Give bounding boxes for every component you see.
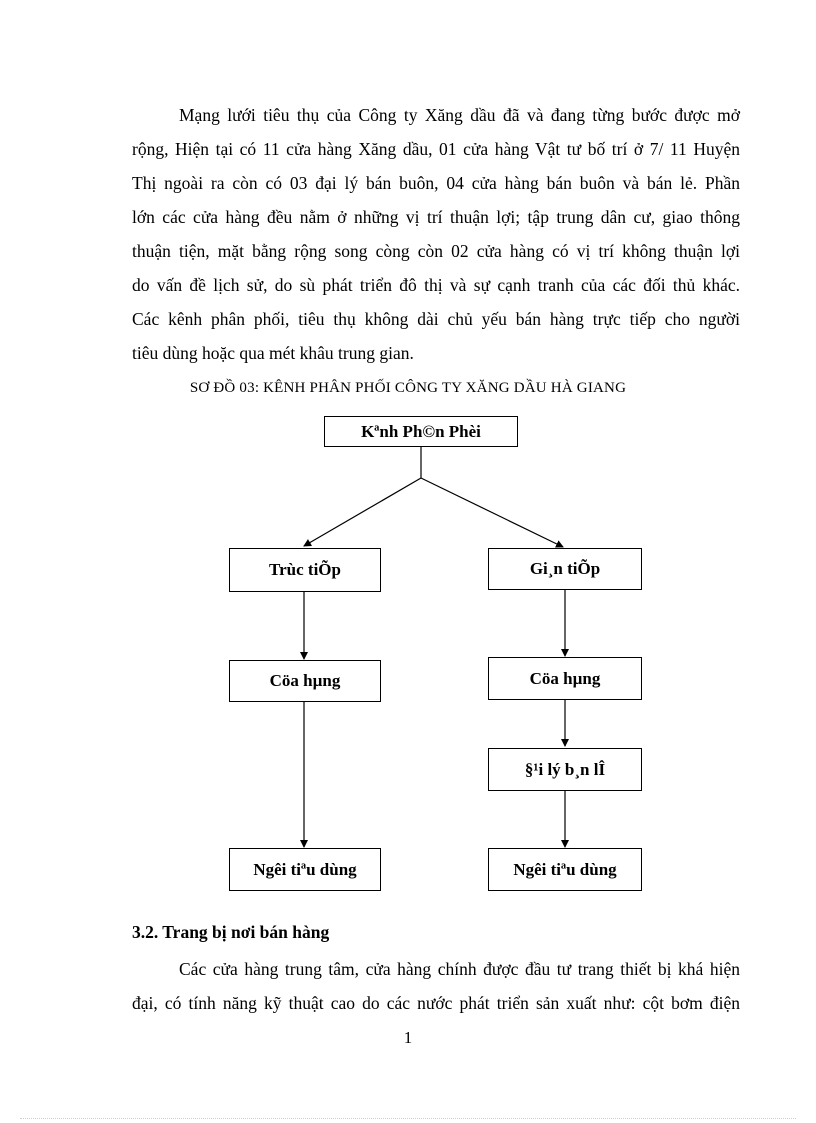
store-box-left: Cöa hµng [229, 660, 381, 702]
paragraph-line: do vấn đề lịch sử, do sù phát triển đô thị và sự cạnh tranh của các đối thủ khác. [132, 275, 740, 295]
indirect-channel-box: Gi¸n tiÕp [488, 548, 642, 590]
paragraph-line: tiêu dùng hoặc qua mét khâu trung gian. [132, 343, 414, 363]
paragraph-line: Các kênh phân phối, tiêu thụ không dài chủ yếu bán hàng trực tiếp cho người [132, 309, 740, 329]
consumer-box-right: Ngêi tiªu dùng [488, 848, 642, 891]
paragraph-line: đại, có tính năng kỹ thuật cao do các nước phát triển sản xuất như: cột bơm điện [132, 993, 740, 1013]
store-box-right: Cöa hµng [488, 657, 642, 700]
diagram-root-box: Kªnh Ph©n Phèi [324, 416, 518, 447]
paragraph-line: Thị ngoài ra còn có 03 đại lý bán buôn, 04 cửa hàng bán buôn và bán lẻ. Phần [132, 173, 740, 193]
direct-channel-box: Trùc tiÕp [229, 548, 381, 592]
page-bottom-rule [20, 1118, 796, 1119]
arrow-to-indirect [421, 478, 563, 547]
paragraph-line: rộng, Hiện tại có 11 cửa hàng Xăng dầu, 01 cửa hàng Vật tư bố trí ở 7/ 11 Huyện [132, 139, 740, 159]
consumer-box-left: Ngêi tiªu dùng [229, 848, 381, 891]
retail-agent-box: §¹i lý b¸n lÎ [488, 748, 642, 791]
paragraph-line: lớn các cửa hàng đều nằm ở những vị trí thuận lợi; tập trung dân cư, giao thông [132, 207, 740, 227]
paragraph-line: Mạng lưới tiêu thụ của Công ty Xăng dầu đã và đang từng bước được mở [179, 105, 740, 125]
arrow-to-direct [304, 478, 421, 546]
section-heading: 3.2. Trang bị nơi bán hàng [132, 922, 330, 942]
paragraph-line: thuận tiện, mặt bằng rộng song còng còn 02 cửa hàng có vị trí không thuận lợi [132, 241, 740, 261]
diagram-caption: SƠ ĐỒ 03: KÊNH PHÂN PHỐI CÔNG TY XĂNG DẦU HÀ GIANG [189, 380, 627, 396]
page-number: 1 [403, 1028, 413, 1047]
section-paragraph [132, 952, 740, 1020]
paragraph-line: Các cửa hàng trung tâm, cửa hàng chính được đầu tư trang thiết bị khá hiện [179, 959, 740, 979]
